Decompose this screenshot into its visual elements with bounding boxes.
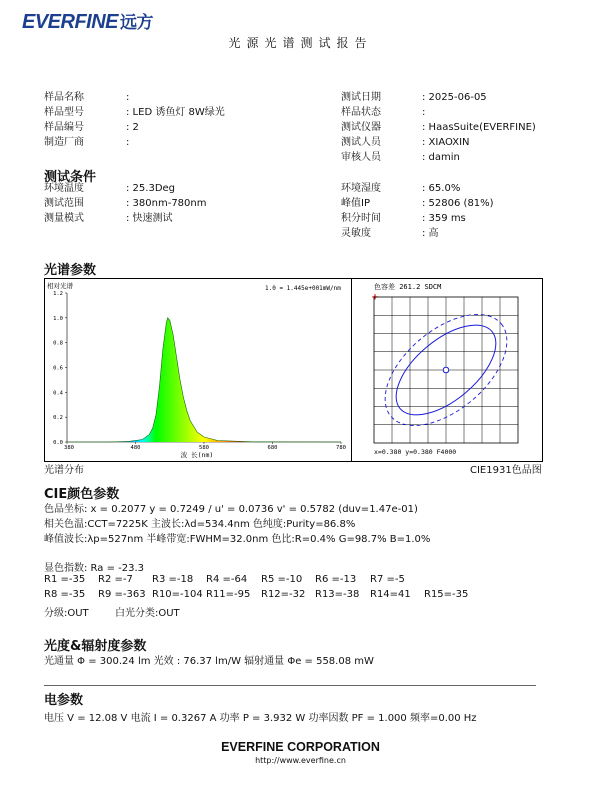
field-label: 峰值IP — [341, 198, 370, 209]
spectrum-chart — [45, 279, 353, 461]
conditions-heading: 测试条件 — [44, 170, 97, 185]
x-tick-label: 780 — [336, 445, 346, 451]
photometric-heading: 光度&辐射度参数 — [44, 639, 147, 654]
field-value: : 359 ms — [422, 213, 466, 224]
cie-line-2: 相关色温:CCT=7225K 主波长:λd=534.4nm 色纯度:Purity=86.8% — [44, 519, 356, 530]
white-grade: 白光分类:OUT — [115, 608, 180, 619]
spectrum-heading: 光谱参数 — [44, 263, 97, 278]
electric-heading: 电参数 — [44, 693, 84, 708]
field-value: : — [126, 137, 130, 148]
field-value: : 25.3Deg — [126, 183, 176, 194]
field-value: : LED 诱鱼灯 8W绿光 — [126, 107, 225, 118]
field-value: : 高 — [422, 228, 439, 239]
r-value: R12=-32 — [261, 589, 306, 600]
r-value: R14=41 — [370, 589, 411, 600]
cie-line-3: 峰值波长:λp=527nm 半峰带宽:FWHM=32.0nm 色比:R=0.4% G=98.7% B=1.0% — [44, 534, 431, 545]
field-label: 测试仪器 — [341, 122, 381, 133]
report-title: 光源光谱测试报告 — [228, 36, 373, 50]
field-value: : 2025-06-05 — [422, 92, 487, 103]
field-label: 制造厂商 — [44, 137, 84, 148]
spectrum-chart-frame — [44, 278, 354, 462]
field-value: : 52806 (81%) — [422, 198, 494, 209]
r-value: R9 =-363 — [98, 589, 146, 600]
r-value: R2 =-7 — [98, 574, 133, 585]
field-label: 环境温度 — [44, 183, 84, 194]
electric-line: 电压 V = 12.08 V 电流 I = 0.3267 A 功率 P = 3.932 W 功率因数 PF = 1.000 频率=0.00 Hz — [44, 713, 477, 724]
y-tick-label: 0.2 — [53, 415, 63, 422]
grade: 分级:OUT — [44, 608, 89, 619]
cie-heading-cn: 颜色参数 — [67, 487, 120, 502]
chart-title: 相对光谱 — [47, 282, 73, 290]
ra-line: 显色指数: Ra = -23.3 — [44, 563, 145, 574]
x-tick-label: 480 — [130, 445, 141, 451]
r-value: R3 =-18 — [152, 574, 194, 585]
field-label: 测试日期 — [341, 92, 381, 103]
field-value: : — [126, 92, 130, 103]
field-value: : 380nm-780nm — [126, 198, 207, 209]
y-tick-label: 0.0 — [53, 440, 63, 446]
field-value: : XIAOXIN — [422, 137, 470, 148]
x-tick-label: 580 — [199, 445, 209, 451]
field-label: 环境湿度 — [341, 183, 381, 194]
r-value: R5 =-10 — [261, 574, 303, 585]
field-value: : 2 — [126, 122, 139, 133]
spectrum-caption: 光谱分布 — [44, 465, 84, 476]
r-value: R15=-35 — [424, 589, 469, 600]
cie-chart-footer: x=0.380 y=0.380 F4000 — [374, 448, 457, 456]
r-value: R10=-104 — [152, 589, 203, 600]
y-tick-label: 0.6 — [53, 365, 63, 372]
r-value: R6 =-13 — [315, 574, 357, 585]
red-cross-marker: + — [372, 292, 379, 303]
y-tick-label: 1.0 — [53, 315, 63, 322]
field-label: 样品编号 — [44, 122, 84, 133]
x-tick-label: 680 — [267, 445, 278, 451]
y-tick-label: 0.8 — [53, 340, 63, 347]
cie-line-1: 色品坐标: x = 0.2077 y = 0.7249 / u' = 0.0736 v' = 0.5782 (duv=1.47e-01) — [44, 504, 418, 515]
field-value: : 快速测试 — [126, 213, 173, 224]
r-value: R13=-38 — [315, 589, 360, 600]
field-label: 样品状态 — [341, 107, 381, 118]
r-value: R7 =-5 — [370, 574, 405, 585]
photometric-line: 光通量 Φ = 300.24 lm 光效 : 76.37 lm/W 辐射通量 Φe = 558.08 mW — [44, 656, 374, 667]
cie-chart-title: 色容差 261.2 SDCM — [374, 283, 442, 291]
cie-heading-en: CIE — [44, 487, 68, 502]
field-label: 测量模式 — [44, 213, 84, 224]
footer-url: http://www.everfine.cn — [255, 756, 346, 765]
logo-cn-text: 远方 — [120, 13, 154, 32]
divider — [44, 685, 536, 686]
field-label: 测试人员 — [341, 137, 381, 148]
footer-company: EVERFINE CORPORATION — [221, 740, 380, 754]
cie-tolerance-chart — [352, 279, 542, 461]
r-value: R4 =-64 — [206, 574, 248, 585]
center-point — [443, 367, 449, 373]
y-tick-label: 0.4 — [53, 390, 63, 397]
x-axis-label: 波 长(nm) — [180, 451, 214, 459]
field-value: : damin — [422, 152, 460, 163]
field-label: 样品名称 — [44, 92, 84, 103]
x-tick-label: 380 — [64, 445, 74, 451]
r-value: R8 =-35 — [44, 589, 86, 600]
field-label: 灵敏度 — [341, 228, 371, 239]
field-value: : — [422, 107, 426, 118]
field-label: 样品型号 — [44, 107, 84, 118]
r-value: R11=-95 — [206, 589, 251, 600]
field-value: : 65.0% — [422, 183, 461, 194]
logo-text: EVERFINE — [22, 11, 119, 33]
y-tick-label: 1.2 — [53, 291, 63, 297]
field-label: 积分时间 — [341, 213, 381, 224]
field-label: 审核人员 — [341, 152, 381, 163]
spectrum-area — [67, 318, 341, 442]
r-value: R1 =-35 — [44, 574, 86, 585]
field-value: : HaasSuite(EVERFINE) — [422, 122, 536, 133]
company-logo — [22, 8, 153, 34]
field-label: 测试范围 — [44, 198, 84, 209]
spectrum-line — [67, 318, 341, 442]
chart-annotation: 1.0 = 1.445e+001mW/nm — [265, 285, 341, 292]
cie-caption: CIE1931色品图 — [470, 465, 542, 476]
cie-chart-frame — [351, 278, 543, 462]
